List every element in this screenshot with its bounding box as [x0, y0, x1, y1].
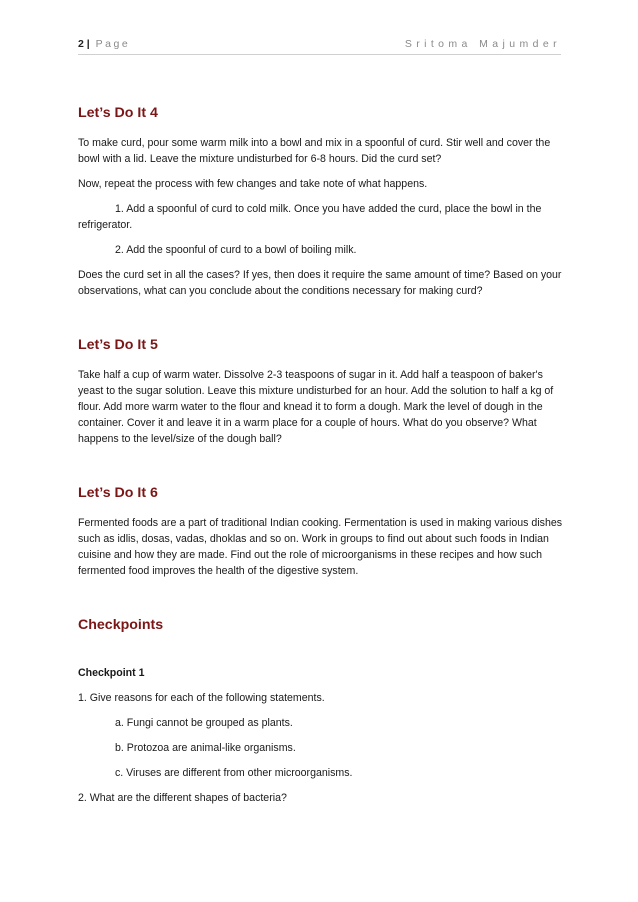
list-item: 2. Add the spoonful of curd to a bowl of boiling milk.	[115, 244, 357, 256]
page-label: Page	[95, 38, 131, 50]
question-item: a. Fungi cannot be grouped as plants.	[115, 717, 293, 729]
list-item-continuation: refrigerator.	[78, 219, 133, 231]
paragraph: Take half a cup of warm water. Dissolve 2-3 teaspoons of sugar in it. Add half a teaspoon of baker's yeast to the sugar solution. Leave this mixture undisturbed for an hour. Add the solution to half a kg of flour. Add more warm water to the flour and knead it to form a dough. Mark the level of dough in the container. Cover it and leave it in a warm place for a couple of hours. What do you observe? What happens to the level/size of the dough ball?	[78, 369, 554, 445]
paragraph: Now, repeat the process with few changes and take note of what happens.	[78, 178, 428, 190]
page-header	[78, 38, 561, 55]
section-title-lets-do-it-5: Let’s Do It 5	[78, 337, 158, 353]
paragraph: Fermented foods are a part of traditional Indian cooking. Fermentation is used in making various dishes such as idlis, dosas, vadas, dhoklas and so on. Work in groups to find out about such foods in Indian cuisine and how they are made. Find out the role of microorganisms in these recipes and how such fermented food improves the health of the digestive system.	[78, 517, 563, 577]
page-number-block	[78, 38, 130, 54]
section-title-lets-do-it-4: Let’s Do It 4	[78, 105, 158, 121]
question-item: c. Viruses are different from other microorganisms.	[115, 767, 353, 779]
list-item: 1. Add a spoonful of curd to cold milk. Once you have added the curd, place the bowl in the	[115, 203, 542, 215]
checkpoint-subtitle: Checkpoint 1	[78, 667, 145, 679]
paragraph: Does the curd set in all the cases? If yes, then does it require the same amount of time? Based on your observations, what can you conclude about the conditions necessary for making curd?	[78, 269, 562, 297]
paragraph: To make curd, pour some warm milk into a bowl and mix in a spoonful of curd. Stir well and cover the bowl with a lid. Leave the mixture undisturbed for 6-8 hours. Did the curd set?	[78, 137, 551, 165]
header-separator: |	[86, 38, 90, 50]
question-item: b. Protozoa are animal-like organisms.	[115, 742, 296, 754]
section-title-lets-do-it-6: Let’s Do It 6	[78, 485, 158, 501]
question: 1. Give reasons for each of the following statements.	[78, 692, 325, 704]
page-number: 2	[78, 38, 84, 50]
question: 2. What are the different shapes of bacteria?	[78, 792, 287, 804]
page-content	[78, 103, 564, 806]
section-title-checkpoints: Checkpoints	[78, 617, 164, 633]
author-name: Sritoma Majumder	[404, 38, 561, 50]
